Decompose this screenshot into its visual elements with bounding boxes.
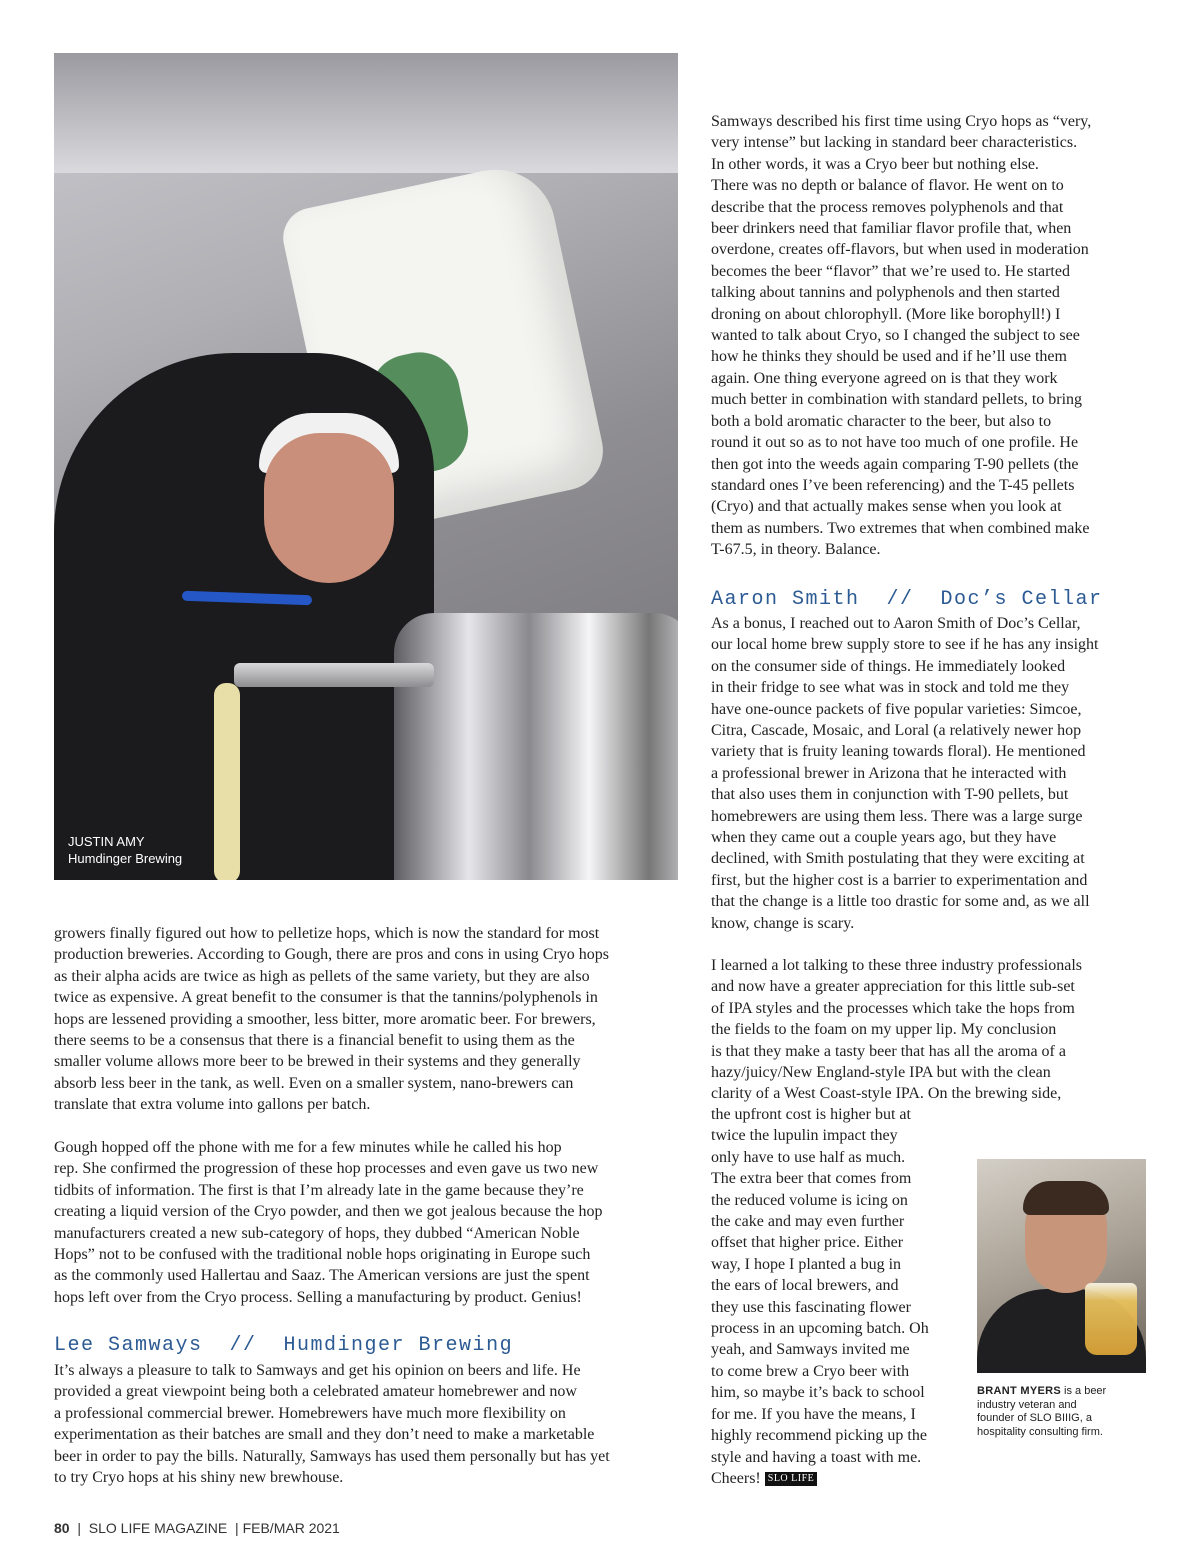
text-line: twice as expensive. A great benefit to the consumer is that the tannins/polyphenols in: [54, 989, 598, 1007]
text-line: first, but the higher cost is a barrier to experimentation and: [711, 871, 1088, 889]
text-line: hops left over from the Cryo process. Selling a manufacturing by product. Genius!: [54, 1288, 582, 1306]
section-heading-aaron-smith: Aaron Smith // Doc’s Cellar: [711, 588, 1103, 611]
author-bio: [977, 1385, 1177, 1439]
text-line: smaller volume allows more beer to be brewed in their systems and they generally: [54, 1053, 581, 1071]
brewer-photo: [54, 53, 678, 880]
text-line: production breweries. According to Gough, there are pros and cons in using Cryo hops: [54, 946, 609, 964]
steel-tank: [394, 613, 678, 880]
text-line: as the commonly used Hallertau and Saaz. The American versions are just the spent: [54, 1267, 590, 1285]
author-bio-line2: industry veteran and: [977, 1398, 1077, 1411]
text-line: that the change is a little too drastic for some and, as we all: [711, 893, 1090, 911]
brewer-head: [264, 433, 394, 583]
author-bio-line4: hospitality consulting firm.: [977, 1425, 1103, 1438]
publication-name: SLO LIFE MAGAZINE: [88, 1520, 228, 1536]
page-number: 80: [54, 1520, 70, 1536]
text-line: creating a liquid version of the Cryo powder, and then we got jealous because the hop: [54, 1203, 603, 1221]
text-line: Gough hopped off the phone with me for a few minutes while he called his hop: [54, 1139, 562, 1156]
text-line: as their alpha acids are twice as high as pellets of the same variety, but they are also: [54, 967, 590, 985]
section-heading-lee-samways: Lee Samways // Humdinger Brewing: [54, 1334, 514, 1357]
text-line: Citra, Cascade, Mosaic, and Loral (a relatively newer hop: [711, 722, 1082, 740]
text-line: provided a great viewpoint being both a celebrated amateur homebrewer and now: [54, 1383, 577, 1401]
text-line: beer in order to pay the bills. Naturally, Samways has used them personally but has yet: [54, 1447, 610, 1465]
text-line: twice the lupulin impact they: [711, 1127, 898, 1145]
text-line: Samways described his first time using Cryo hops as “very,: [711, 113, 1092, 130]
text-line: when they came out a couple years ago, but they have: [711, 829, 1057, 847]
text-line: Hops” not to be confused with the traditional noble hops originating in Europe such: [54, 1246, 591, 1264]
text-line: way, I hope I planted a bug in: [711, 1255, 902, 1273]
text-line: T-67.5, in theory. Balance.: [711, 541, 881, 559]
text-line: declined, with Smith postulating that they were exciting at: [711, 850, 1085, 868]
text-line: The extra beer that comes from: [711, 1170, 912, 1188]
text-line: I learned a lot talking to these three industry professionals: [711, 957, 1083, 974]
text-line: becomes the beer “flavor” that we’re used to. He started: [711, 262, 1070, 280]
right-paragraph-conclusion: [711, 955, 1082, 1105]
text-line: tidbits of information. The first is that I’m already late in the game because they’re: [54, 1181, 584, 1199]
left-paragraph-gough-hop-rep: [54, 1137, 603, 1308]
text-line: only have to use half as much.: [711, 1148, 906, 1166]
text-line: highly recommend picking up the: [711, 1427, 927, 1445]
text-line: clarity of a West Coast-style IPA. On the brewing side,: [711, 1085, 1062, 1103]
footer-separator-2: |: [235, 1520, 239, 1536]
closing-word: Cheers!: [711, 1469, 761, 1487]
text-line: absorb less beer in the tank, as well. Even on a smaller system, nano-brewers can: [54, 1074, 574, 1092]
slo-life-end-badge: SLO LIFE: [765, 1472, 818, 1486]
text-line: much better in combination with standard pellets, to bring: [711, 391, 1083, 409]
text-line: again. One thing everyone agreed on is that they work: [711, 369, 1058, 387]
footer-separator-1: |: [77, 1520, 81, 1536]
text-line: style and having a toast with me.: [711, 1448, 922, 1466]
text-line: how he thinks they should be used and if he’ll use them: [711, 348, 1067, 366]
text-line: them as numbers. Two extremes that when combined make: [711, 519, 1090, 537]
text-line: growers finally figured out how to pelletize hops, which is now the standard for most: [54, 925, 600, 942]
photo-credit-name: JUSTIN AMY: [68, 834, 145, 849]
text-line: have one-ounce packets of five popular varieties: Simcoe,: [711, 700, 1082, 718]
text-line: talking about tannins and polyphenols and then started: [711, 284, 1060, 302]
text-line: is that they make a tasty beer that has all the aroma of a: [711, 1042, 1066, 1060]
text-line: the ears of local brewers, and: [711, 1277, 899, 1295]
text-line: both a bold aromatic character to the beer, but also to: [711, 412, 1052, 430]
right-paragraph-samways: [711, 111, 1091, 561]
beer-glass: [1085, 1283, 1137, 1355]
text-line: There was no depth or balance of flavor. He went on to: [711, 177, 1064, 195]
author-bio-rest: is a beer: [1060, 1385, 1107, 1397]
text-line: experimentation as their batches are small and they don’t need to make a marketable: [54, 1426, 595, 1444]
text-line: hazy/juicy/New England-style IPA but with the clean: [711, 1064, 1051, 1082]
text-line: In other words, it was a Cryo beer but nothing else.: [711, 155, 1039, 173]
author-photo: [977, 1159, 1146, 1373]
tank-hose: [214, 683, 240, 880]
author-hair: [1023, 1181, 1109, 1215]
text-line: our local home brew supply store to see if he has any insight: [711, 636, 1099, 654]
photo-credit-company: Humdinger Brewing: [68, 851, 183, 866]
text-line: and now have a greater appreciation for this little sub-set: [711, 978, 1075, 996]
text-line: to try Cryo hops at his shiny new brewhouse.: [54, 1469, 344, 1487]
photo-ceiling: [54, 53, 678, 173]
text-line: him, so maybe it’s back to school: [711, 1384, 925, 1402]
text-line: round it out so as to not have too much of one profile. He: [711, 434, 1079, 452]
text-line: that also uses them in conjunction with T-90 pellets, but: [711, 786, 1069, 804]
author-bio-line3: founder of SLO BIIIG, a: [977, 1412, 1092, 1424]
text-line: translate that extra volume into gallons per batch.: [54, 1096, 371, 1114]
text-line: process in an upcoming batch. Oh: [711, 1320, 929, 1338]
left-paragraph-samways: [54, 1360, 610, 1488]
page-footer: [54, 1519, 340, 1537]
photo-credit: [68, 833, 182, 867]
closing-line: [711, 1468, 971, 1489]
text-line: very intense” but lacking in standard beer characteristics.: [711, 134, 1078, 152]
text-line: beer drinkers need that familiar flavor profile that, when: [711, 220, 1072, 238]
author-bio-line1: [977, 1385, 1177, 1399]
text-line: hops are lessened providing a smoother, less bitter, more aromatic beer. For brewers,: [54, 1010, 596, 1028]
text-line: a professional commercial brewer. Homebrewers have much more flexibility on: [54, 1404, 566, 1422]
text-line: wanted to talk about Cryo, so I changed the subject to see: [711, 327, 1080, 345]
text-line: on the consumer side of things. He immediately looked: [711, 657, 1066, 675]
text-line: variety that is fruity leaning towards floral). He mentioned: [711, 743, 1086, 761]
text-line: It’s always a pleasure to talk to Samways and get his opinion on beers and life. He: [54, 1362, 581, 1379]
text-line: offset that higher price. Either: [711, 1234, 904, 1252]
text-line: manufacturers created a new sub-category of hops, they dubbed “American Noble: [54, 1224, 580, 1242]
text-line: there seems to be a consensus that there is a financial benefit to using them as the: [54, 1032, 575, 1050]
text-line: homebrewers are using them less. There was a large surge: [711, 807, 1083, 825]
text-line: the fields to the foam on my upper lip. My conclusion: [711, 1021, 1057, 1039]
text-line: they use this fascinating flower: [711, 1298, 911, 1316]
text-line: to come brew a Cryo beer with: [711, 1362, 910, 1380]
right-paragraph-conclusion-narrow: [711, 1104, 971, 1489]
text-line: the reduced volume is icing on: [711, 1191, 908, 1209]
issue-date: FEB/MAR 2021: [242, 1520, 340, 1536]
text-line: rep. She confirmed the progression of these hop processes and even gave us two new: [54, 1160, 599, 1178]
author-name: BRANT MYERS: [977, 1385, 1061, 1397]
text-line: standard ones I’ve been referencing) and the T-45 pellets: [711, 476, 1075, 494]
text-line: As a bonus, I reached out to Aaron Smith of Doc’s Cellar,: [711, 615, 1081, 632]
text-line: in their fridge to see what was in stock and told me they: [711, 679, 1070, 697]
left-paragraph-gough-pellets: [54, 923, 609, 1116]
text-line: droning on about chlorophyll. (More like borophyll!) I: [711, 305, 1061, 323]
text-line: of IPA styles and the processes which take the hops from: [711, 999, 1075, 1017]
text-line: yeah, and Samways invited me: [711, 1341, 910, 1359]
text-line: overdone, creates off-flavors, but when used in moderation: [711, 241, 1089, 259]
text-line: describe that the process removes polyphenols and that: [711, 198, 1064, 216]
text-line: for me. If you have the means, I: [711, 1405, 916, 1423]
tank-valve: [234, 663, 434, 687]
text-line: the upfront cost is higher but at: [711, 1106, 911, 1123]
text-line: then got into the weeds again comparing T-90 pellets (the: [711, 455, 1079, 473]
right-paragraph-aaron: [711, 613, 1098, 934]
text-line: a professional brewer in Arizona that he interacted with: [711, 764, 1067, 782]
text-line: the cake and may even further: [711, 1213, 905, 1231]
text-line: know, change is scary.: [711, 914, 855, 932]
text-line: (Cryo) and that actually makes sense when you look at: [711, 498, 1062, 516]
